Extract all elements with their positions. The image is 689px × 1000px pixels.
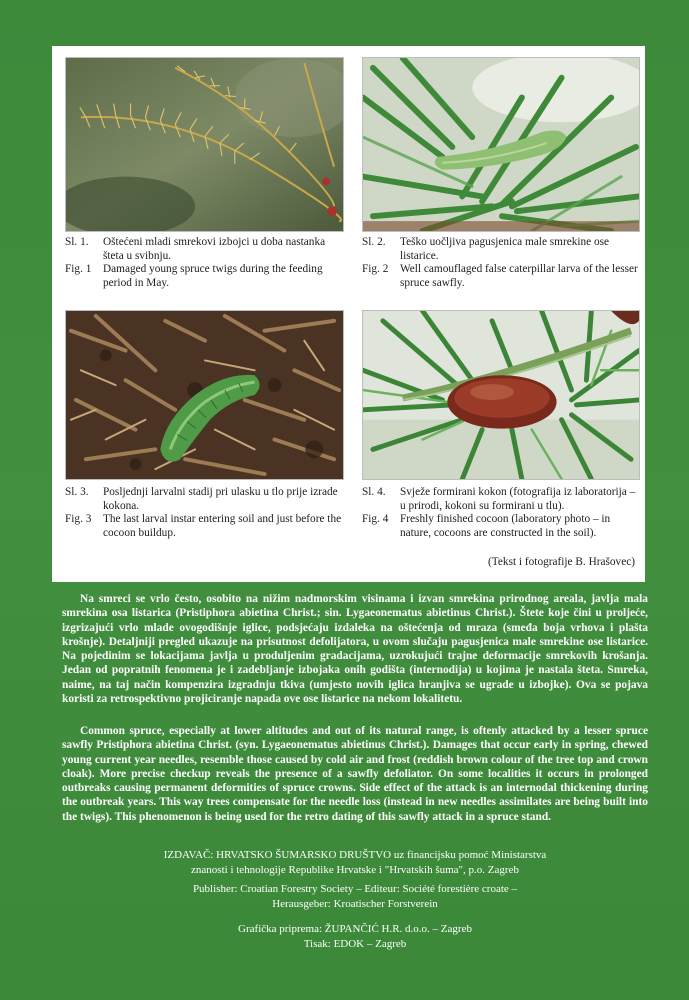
caption-text-hr: Teško uočljiva pagusjenica male smrekine ose listarice.: [400, 236, 610, 262]
publisher-croatian: [62, 848, 648, 877]
production-credits: [62, 922, 648, 951]
caption-tag-en: Fig. 3: [65, 513, 92, 525]
publisher-international: [62, 882, 648, 911]
caption-tag-hr: Sl. 3.: [65, 486, 89, 498]
caption-tag-hr: Sl. 1.: [65, 236, 89, 248]
caption-tag-hr: Sl. 2.: [362, 236, 386, 248]
photo-cocoon: [362, 310, 640, 480]
caption-text-hr: Svježe formirani kokon (fotografija iz laboratorija – u prirodi, kokoni su formirani u tlu).: [400, 486, 636, 512]
caption-figure-1: [65, 236, 345, 290]
caption-text-en: The last larval instar entering soil and just before the cocoon buildup.: [103, 513, 342, 539]
description-croatian-text: Na smreci se vrlo često, osobito na nižim nadmorskim visinama i izvan smrekina prirodnog areala, javlja mala smrekina osa listarica (Pristiphora abietina Christ.; sin. Lygaeonematus abietinus Christ.). Štete koje čini u proljeće, izgrizajući vrlo mlade ovogodišnje iglice, podsjećaju izdaleka na oštećenja od mraza (smeđa boja vrhova i plašta krošnje). Detaljniji pregled ukazuje na prisutnost defolijatora, u ovom slučaju pagusjenica male smrekine ose listarice. Na pojedinim se lokacijama javlja u produljenim gradacijama, uzrokujući trajne deformacije smrekovih krošanja. Jedan od popratnih fenomena je i zadebljanje izbojaka onih godišta (internodija) u kojima je nastala šteta. Smreka, naime, na taj način kompenzira izgradnju tkiva (umjesto novih iglica hranjiva se ugrade u izbojke). Ova se pojava koristi za retrospektivno projiciranje napada ove ose listarice na nekom lokalitetu.: [62, 593, 648, 706]
publisher-english-french: Publisher: Croatian Forestry Society – Editeur: Société forestière croate –: [192, 883, 518, 895]
print-credit: Tisak: EDOK – Zagreb: [303, 937, 407, 950]
photo-credit: (Tekst i fotografije B. Hrašovec): [488, 556, 635, 568]
caption-text-en: Freshly finished cocoon (laboratory photo – in nature, cocoons are constructed in the soil).: [400, 513, 611, 539]
caption-figure-2: [362, 236, 642, 290]
publisher-croatian-line-1: IZDAVAČ: HRVATSKO ŠUMARSKO DRUŠTVO uz financijsku pomoć Ministarstva: [163, 849, 547, 861]
caption-tag-en: Fig. 2: [362, 263, 389, 275]
caption-figure-4: [362, 486, 642, 540]
description-english-text: Common spruce, especially at lower altitudes and out of its natural range, is oftenly attacked by a lesser spruce sawfly Pristiphora abietina Christ. (syn. Lygaeonematus abietinus Christ.). Damages that occur early in spring, chewed young current year needles, resemble those caused by cold air and frost (reddish brown colour of the tree top and crown cloak). More precise checkup reveals the presence of a sawfly defoliator. On some localities it occurs in prolonged outbreaks causing permanent deformities of spruce crowns. Side effect of the attack is an internodal thickening during the outbreak years. This way trees compensate for the needle loss (instead in new needles assimilates are being built into the twigs). This phenomenon is being used for the retro dating of this sawfly attack in a spruce stand.: [62, 725, 648, 823]
caption-tag-hr: Sl. 4.: [362, 486, 386, 498]
caption-text-hr: Oštećeni mladi smrekovi izbojci u doba nastanka šteta u svibnju.: [103, 236, 326, 262]
caption-tag-en: Fig. 4: [362, 513, 389, 525]
caption-tag-en: Fig. 1: [65, 263, 92, 275]
caption-text-en: Well camouflaged false caterpillar larva of the lesser spruce sawfly.: [400, 263, 638, 289]
photo-panel: [52, 46, 645, 582]
prepress-credit: Grafička priprema: ŽUPANČIĆ H.R. d.o.o. – Zagreb: [238, 923, 472, 935]
caption-text-en: Damaged young spruce twigs during the feeding period in May.: [103, 263, 323, 289]
publisher-croatian-line-2: znanosti i tehnologije Republike Hrvatske i "Hrvatskih šuma", p.o. Zagreb: [191, 863, 519, 876]
photo-damaged-spruce-twigs: [65, 57, 344, 232]
photo-larva-entering-soil: [65, 310, 344, 480]
publisher-german: Herausgeber: Kroatischer Forstverein: [272, 897, 438, 910]
description-english: [62, 724, 648, 824]
caption-text-hr: Posljednji larvalni stadij pri ulasku u tlo prije izrade kokona.: [103, 486, 338, 512]
caption-figure-3: [65, 486, 345, 540]
photo-camouflaged-larva: [362, 57, 640, 232]
description-croatian: [62, 592, 648, 706]
